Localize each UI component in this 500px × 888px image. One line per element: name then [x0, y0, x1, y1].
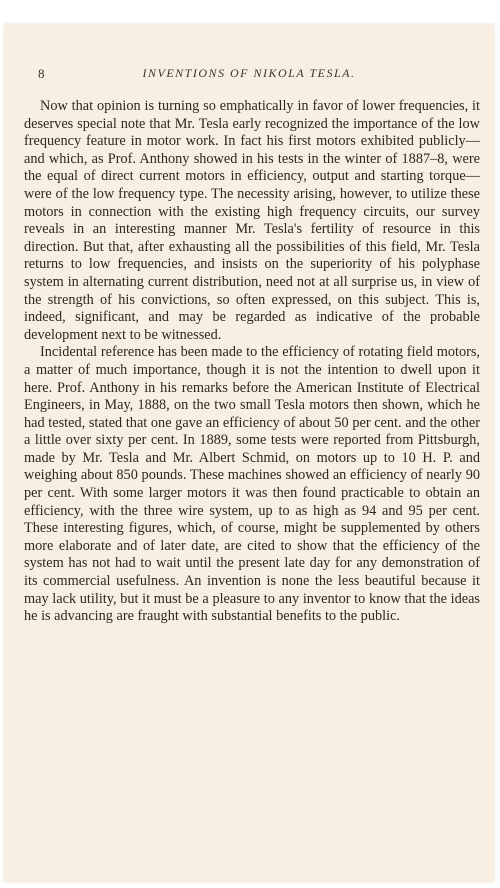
running-head: INVENTIONS OF NIKOLA TESLA. [142, 66, 356, 80]
body-text [24, 98, 480, 626]
paragraph: Now that opinion is turning so emphatically in favor of lower frequencies, it deserves special note that Mr. Tesla early recognized the importance of the low frequency feature in motor work. In fact his first motors exhibited publicly—and which, as Prof. Anthony showed in his tests in the winter of 1887–8, were the equal of direct current motors in efficiency, output and starting torque—were of the low frequency type. The necessity arising, however, to utilize these motors in connection with the existing high frequency circuits, our survey reveals in an interesting manner Mr. Tesla's fertility of resource in this direction. But that, after exhausting all the possibilities of this field, Mr. Tesla returns to low frequencies, and insists on the superiority of his polyphase system in alternating current distribution, need not at all surprise us, in view of the strength of his convictions, so often expressed, on this subject. This is, indeed, significant, and may be regarded as indicative of the probable development next to be witnessed. [24, 98, 480, 343]
page-header [4, 66, 494, 84]
book-page [4, 24, 494, 882]
paragraph: Incidental reference has been made to the efficiency of rotating field motors, a matter of much importance, though it is not the intention to dwell upon it here. Prof. Anthony in his remarks before the American Institute of Electrical Engineers, in May, 1888, on the two small Tesla motors then shown, which he had tested, stated that one gave an efficiency of about 50 per cent. and the other a little over sixty per cent. In 1889, some tests were reported from Pittsburgh, made by Mr. Tesla and Mr. Albert Schmid, on motors up to 10 H. P. and weighing about 850 pounds. These machines showed an efficiency of nearly 90 per cent. With some larger motors it was then found practicable to obtain an efficiency, with the three wire system, up to as high as 94 and 95 per cent. These interesting figures, which, of course, might be supplemented by others more elaborate and of later date, are cited to show that the efficiency of the system has not had to wait until the present late day for any demonstration of its commercial usefulness. An invention is none the less beautiful because it may lack utility, but it must be a pleasure to any inventor to know that the ideas he is advancing are fraught with substantial benefits to the public. [24, 344, 480, 625]
page-number: 8 [38, 66, 45, 81]
